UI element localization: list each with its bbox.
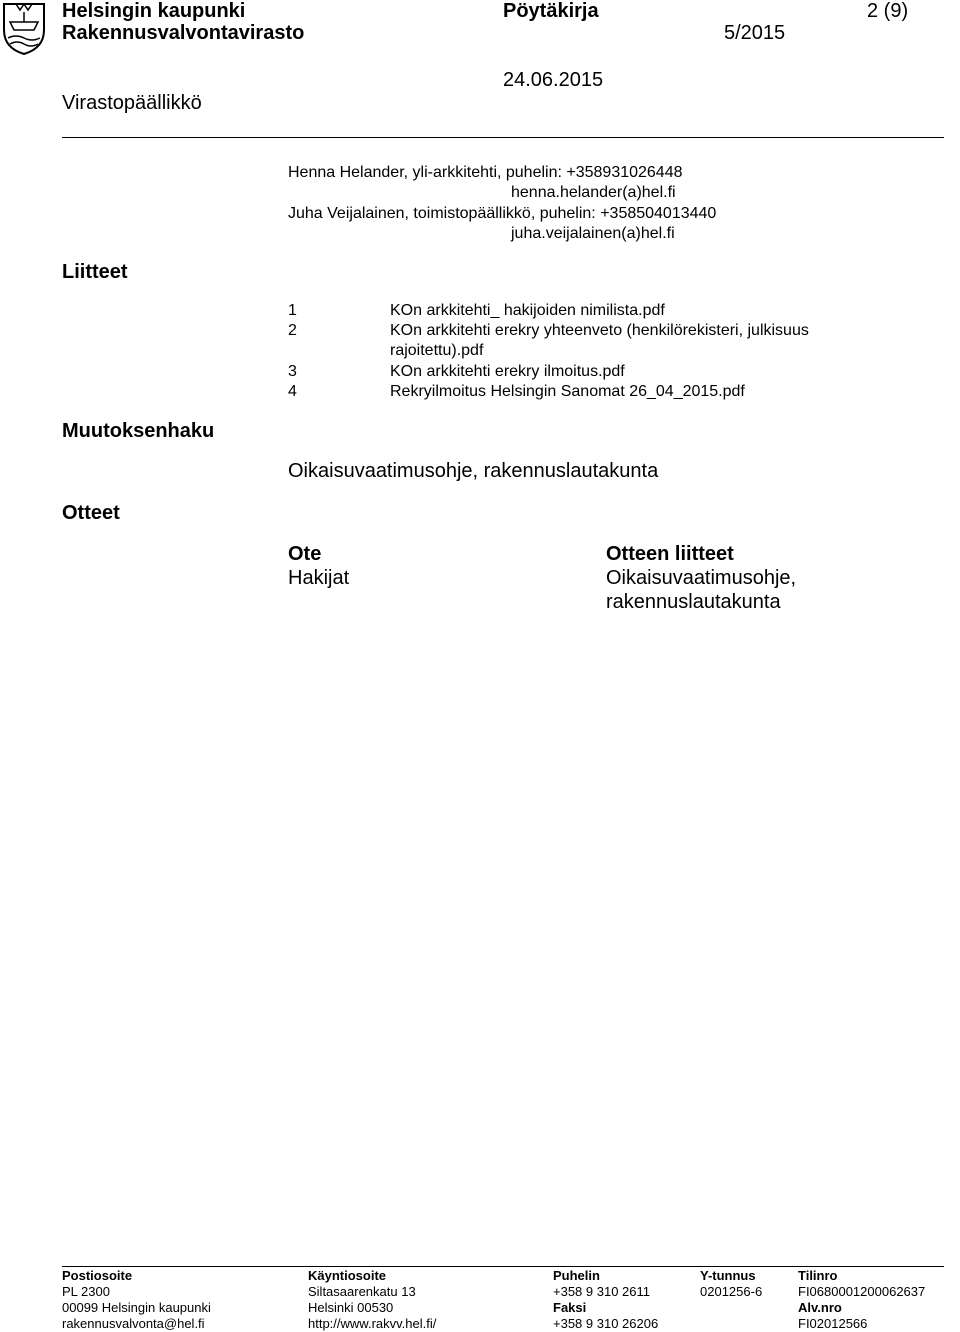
document-date: 24.06.2015 (503, 69, 604, 91)
footer-email: rakennusvalvonta@hel.fi (62, 1316, 205, 1331)
appeal-instructions: Oikaisuvaatimusohje, rakennuslautakunta (288, 460, 659, 482)
footer-tilinro-value: FI0680001200062637 (798, 1284, 926, 1299)
footer-ytunnus-label: Y-tunnus (700, 1268, 756, 1283)
document-number: 5/2015 (724, 22, 786, 44)
section-liitteet: Liitteet (62, 261, 128, 283)
contact-1-line1: Henna Helander, yli-arkkitehti, puhelin: +358931026448 (288, 164, 683, 181)
footer-kayntiosoite-2: Helsinki 00530 (308, 1300, 394, 1315)
ote-value: Hakijat (288, 567, 350, 589)
footer-alvnro-label: Alv.nro (798, 1300, 842, 1315)
contact-1-email: henna.helander(a)hel.fi (511, 184, 676, 201)
attachment-3-text: KOn arkkitehti erekry ilmoitus.pdf (390, 363, 625, 380)
page-info: 2 (9) (867, 0, 909, 22)
ote-header: Ote (288, 543, 322, 565)
header-divider (62, 137, 944, 138)
attachment-1-text: KOn arkkitehti_ hakijoiden nimilista.pdf (390, 302, 665, 319)
footer-divider (62, 1266, 944, 1267)
footer-puhelin-label: Puhelin (553, 1268, 600, 1283)
attachment-3-number: 3 (288, 363, 297, 380)
attachment-1-number: 1 (288, 302, 297, 319)
footer-ytunnus-value: 0201256-6 (700, 1284, 763, 1299)
footer-puhelin-value: +358 9 310 2611 (553, 1284, 650, 1299)
section-muutoksenhaku: Muutoksenhaku (62, 420, 215, 442)
footer-postiosoite-2: 00099 Helsingin kaupunki (62, 1300, 211, 1315)
footer-kayntiosoite-1: Siltasaarenkatu 13 (308, 1284, 416, 1299)
ote-liitteet-value-2: rakennuslautakunta (606, 591, 781, 613)
attachment-4-text: Rekryilmoitus Helsingin Sanomat 26_04_2015.pdf (390, 383, 745, 400)
footer-postiosoite-label: Postiosoite (62, 1268, 133, 1283)
footer-postiosoite-1: PL 2300 (62, 1284, 110, 1299)
signatory-role: Virastopäällikkö (62, 92, 202, 114)
footer-alvnro-value: FI02012566 (798, 1316, 868, 1331)
footer-tilinro-label: Tilinro (798, 1268, 838, 1283)
footer-kayntiosoite-label: Käyntiosoite (308, 1268, 387, 1283)
footer-faksi-label: Faksi (553, 1300, 587, 1315)
attachment-4-number: 4 (288, 383, 297, 400)
attachment-2-text-cont: rajoitettu).pdf (390, 342, 484, 359)
helsinki-crest-icon (0, 0, 48, 56)
attachment-2-text: KOn arkkitehti erekry yhteenveto (henkilörekisteri, julkisuus (390, 322, 809, 339)
document-type: Pöytäkirja (503, 0, 599, 22)
ote-liitteet-header: Otteen liitteet (606, 543, 734, 565)
footer-website: http://www.rakvv.hel.fi/ (308, 1316, 437, 1331)
department-name: Rakennusvalvontavirasto (62, 22, 305, 44)
ote-liitteet-value-1: Oikaisuvaatimusohje, (606, 567, 797, 589)
attachment-2-number: 2 (288, 322, 297, 339)
footer-faksi-value: +358 9 310 26206 (553, 1316, 659, 1331)
contact-2-email: juha.veijalainen(a)hel.fi (511, 225, 675, 242)
section-otteet: Otteet (62, 502, 120, 524)
organization-name: Helsingin kaupunki (62, 0, 246, 22)
contact-2-line1: Juha Veijalainen, toimistopäällikkö, puhelin: +358504013440 (288, 205, 717, 222)
